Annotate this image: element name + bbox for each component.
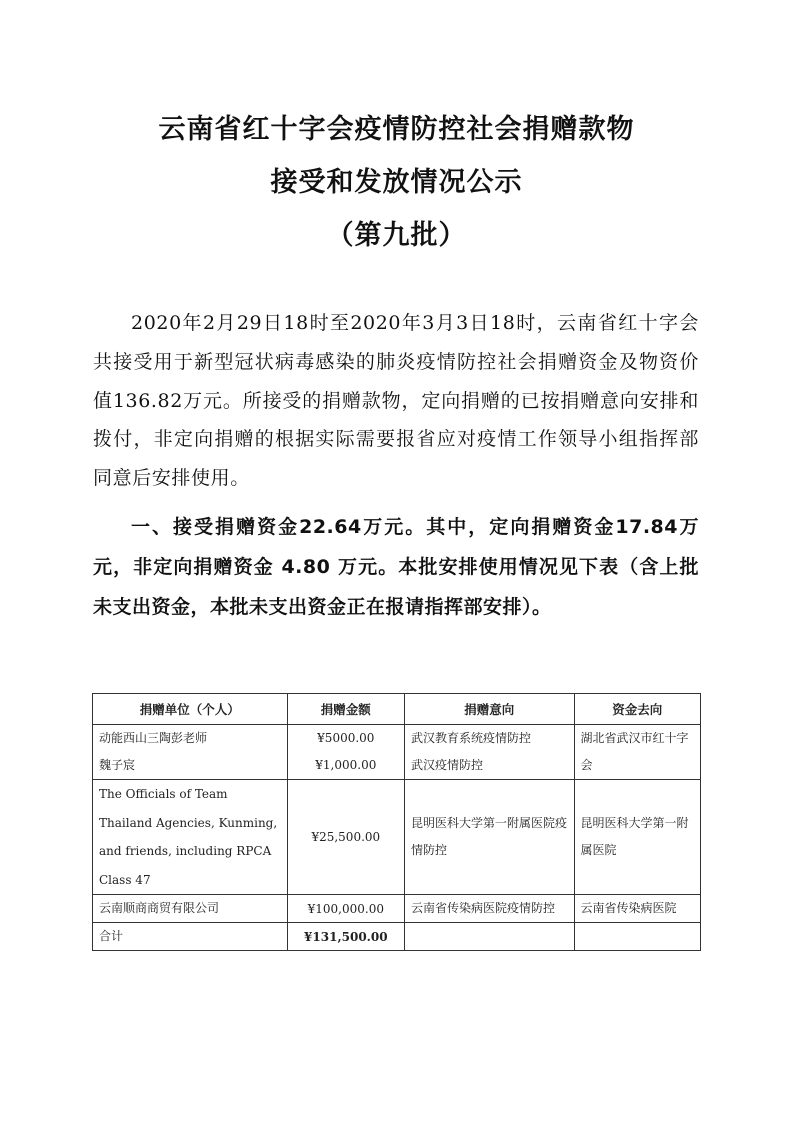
destination-cell: 昆明医科大学第一附属医院 <box>574 780 700 895</box>
destination-cell: 湖北省武汉市红十字会 <box>574 725 700 780</box>
amount-value: ¥5000.00 <box>317 731 375 745</box>
table-row <box>93 780 701 895</box>
amount-value: ¥1,000.00 <box>315 758 377 772</box>
table-row <box>93 895 701 923</box>
title-line-1: 云南省红十字会疫情防控社会捐赠款物 <box>158 114 635 145</box>
intro-paragraph: 2020年2月29日18时至2020年3月3日18时，云南省红十字会共接受用于新型冠状病毒感染的肺炎疫情防控社会捐赠资金及物资价值136.82万元。所接受的捐赠款物，定向捐赠的已按捐赠意向安排和拨付，非定向捐赠的根据实际需要报省应对疫情工作领导小组指挥部同意后安排使用。 <box>93 312 699 490</box>
table-header-row <box>93 694 701 725</box>
amount-cell: ¥100,000.00 <box>287 895 404 923</box>
total-row <box>93 923 701 951</box>
header-amount: 捐赠金额 <box>287 694 404 725</box>
table-row <box>93 725 701 780</box>
donation-table <box>92 693 701 951</box>
donor-cell: The Officials of Team Thailand Agencies, Kunming, and friends, including RPCA Class 47 <box>93 780 288 895</box>
intent-cell: 云南省传染病医院疫情防控 <box>405 895 575 923</box>
intent-cell: 昆明医科大学第一附属医院疫情防控 <box>405 780 575 895</box>
intent-value: 武汉疫情防控 <box>411 758 484 772</box>
title-line-3: （第九批） <box>326 220 467 251</box>
donor-name: 动能西山三陶彭老师 <box>99 731 208 745</box>
intent-value: 武汉教育系统疫情防控 <box>411 731 532 745</box>
intent-cell <box>405 725 575 780</box>
section-1-paragraph: 一、接受捐赠资金22.64万元。其中，定向捐赠资金17.84万元，非定向捐赠资金 4.80 万元。本批安排使用情况见下表（含上批未支出资金，本批未支出资金正在报请指挥部安排）。 <box>93 516 699 618</box>
destination-cell: 云南省传染病医院 <box>574 895 700 923</box>
header-destination: 资金去向 <box>574 694 700 725</box>
empty-cell <box>405 923 575 951</box>
amount-cell: ¥25,500.00 <box>287 780 404 895</box>
donor-cell: 云南顺商商贸有限公司 <box>93 895 288 923</box>
donor-cell <box>93 725 288 780</box>
total-label: 合计 <box>93 923 288 951</box>
title-line-2: 接受和发放情况公示 <box>270 167 523 198</box>
header-intent: 捐赠意向 <box>405 694 575 725</box>
empty-cell <box>574 923 700 951</box>
amount-cell <box>287 725 404 780</box>
total-amount: ¥131,500.00 <box>287 923 404 951</box>
header-donor: 捐赠单位（个人） <box>93 694 288 725</box>
donor-name: 魏子宸 <box>99 758 136 772</box>
